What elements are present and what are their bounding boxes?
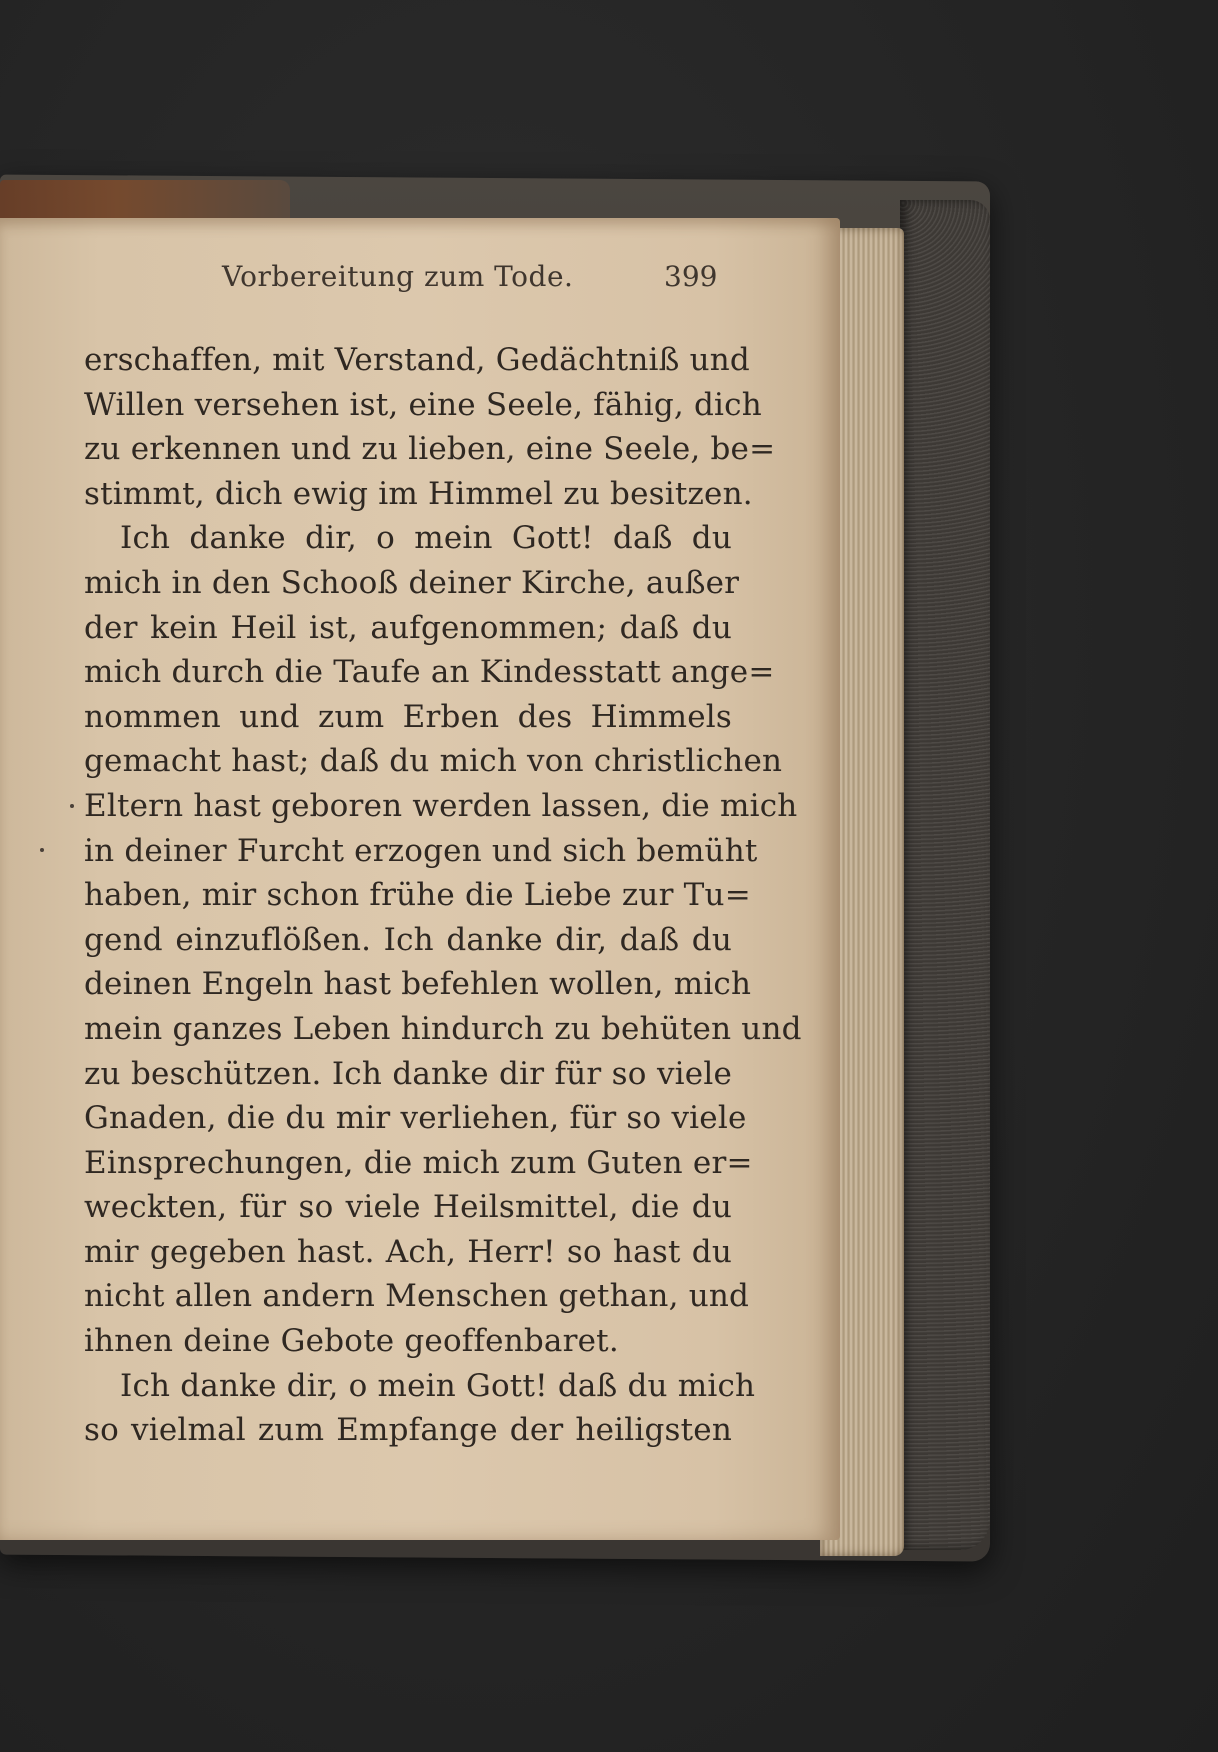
text-line: zu erkennen und zu lieben, eine Seele, be= (84, 431, 776, 468)
text-line: deinen Engeln hast befehlen wollen, mich (84, 966, 752, 1003)
text-line: nicht allen andern Menschen gethan, und (84, 1278, 750, 1315)
text-line: mich in den Schooß deiner Kirche, außer (84, 564, 740, 601)
margin-dot (40, 848, 44, 852)
text-line: mein ganzes Leben hindurch zu behüten und (84, 1010, 802, 1047)
text-line: gend einzuflößen. Ich danke dir, daß du (84, 921, 732, 958)
text-line: mir gegeben hast. Ach, Herr! so hast du (84, 1233, 732, 1270)
text-line: Ich danke dir, o mein Gott! daß du (120, 520, 732, 557)
text-line: gemacht hast; daß du mich von christlichen (84, 743, 783, 780)
running-head (0, 260, 720, 300)
text-line: Eltern hast geboren werden lassen, die mich (84, 787, 798, 824)
margin-dot (70, 804, 74, 808)
book-page (0, 218, 840, 1540)
running-title: Vorbereitung zum Tode. (222, 260, 574, 293)
text-line: stimmt, dich ewig im Himmel zu besitzen. (84, 475, 753, 512)
text-line: Ich danke dir, o mein Gott! daß du mich (120, 1367, 756, 1404)
text-line: ihnen deine Gebote geoffenbaret. (84, 1323, 619, 1360)
text-line: Gnaden, die du mir verliehen, für so viele (84, 1100, 747, 1137)
text-line: in deiner Furcht erzogen und sich bemüht (84, 832, 758, 869)
text-line: haben, mir schon frühe die Liebe zur Tu= (84, 877, 751, 914)
page-text (84, 338, 802, 1453)
text-line: mich durch die Taufe an Kindesstatt ange= (84, 654, 775, 691)
text-line: erschaffen, mit Verstand, Gedächtniß und (84, 342, 750, 378)
text-line: Willen versehen ist, eine Seele, fähig, dich (84, 386, 762, 423)
book-cover-edge (900, 200, 990, 1550)
text-line: weckten, für so viele Heilsmittel, die du (84, 1189, 732, 1226)
text-line: nommen und zum Erben des Himmels (84, 698, 732, 735)
text-line: der kein Heil ist, aufgenommen; daß du (84, 609, 732, 646)
text-line: zu beschützen. Ich danke dir für so viele (84, 1055, 732, 1092)
text-line: so vielmal zum Empfange der heiligsten (84, 1412, 732, 1449)
page-number: 399 (664, 260, 718, 293)
text-line: Einsprechungen, die mich zum Guten er= (84, 1144, 753, 1181)
